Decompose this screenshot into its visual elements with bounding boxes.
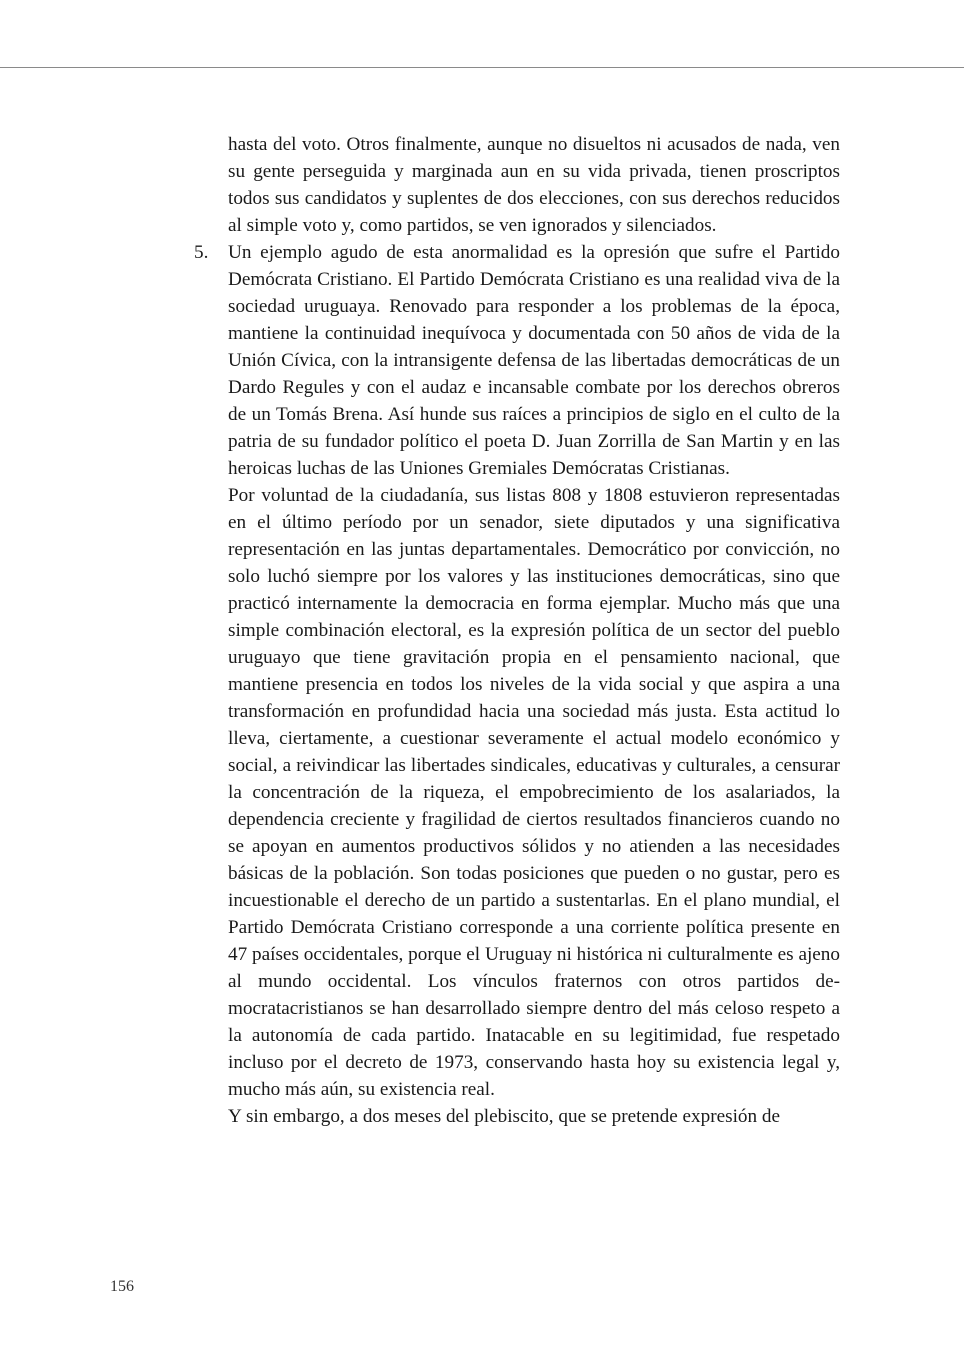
paragraph-text: hasta del voto. Otros finalmente, aunque no disueltos ni acusados de nada, ven su gente perseguida y marginada aun en su vida privada, tienen proscriptos todos sus candidatos y suplentes de dos elecciones, con sus derechos reducidos al simple voto y, como partidos, se ven ignorados y silenciados. (228, 134, 840, 236)
paragraph-number: 5. (194, 242, 209, 263)
paragraph (228, 131, 840, 239)
page-number: 156 (110, 1278, 134, 1295)
paragraph (228, 1103, 840, 1130)
paragraph-text: Por voluntad de la ciudadanía, sus listas 808 y 1808 estuvieron representadas en el último período por un senador, siete diputados y una significativa representación en las juntas departamentales. Democrático por convicción, no solo luchó siempre por los valores y las instituciones democráticas, sino que practicó internamente la democracia en forma ejemplar. Mucho más que una simple combinación electoral, es la expresión política de un sector del pueblo uruguayo que tiene gravitación propia en el pensamiento nacional, que mantiene presencia en todos los niveles de la vida social y que aspira a una transformación en profundidad hacia una sociedad más justa. Esta actitud lo lleva, ciertamente, a cuestionar severamente el actual modelo económico y social, a reivindicar las libertades sindicales, educativas y culturales, a censurar la concentración de la riqueza, el empobrecimiento de los asalariados, la dependencia creciente y fragilidad de ciertos resultados financieros cuando no se apoyan en aumentos productivos sólidos y no atienden a las necesidades básicas de la población. Son todas posiciones que pueden o no gustar, pero es incuestionable el derecho de un partido a sustentarlas. En el plano mundial, el Partido Demócrata Cristiano corresponde a una corriente política presente en 47 países occidentales, porque el Uruguay ni histórica ni culturalmente es ajeno al mundo occidental. Los vínculos fraternos con otros partidos democratacristianos se han desarrollado siempre dentro del más celoso respeto a la autonomía de cada partido. Inatacable en su legitimidad, fue respetado incluso por el decreto de 1973, conservando hasta hoy su existencia legal y, mucho más aún, su existencia real. (228, 485, 840, 1100)
header-rule (0, 67, 964, 68)
paragraph (228, 482, 840, 1103)
body-text (194, 131, 840, 1130)
paragraph-text: Y sin embargo, a dos meses del plebiscito, que se pretende expresión de (228, 1106, 781, 1127)
paragraph-text: Un ejemplo agudo de esta anormalidad es la opresión que sufre el Partido Demócrata Cristiano. El Partido Demócrata Cristiano es una realidad viva de la sociedad uruguaya. Renovado para responder a los problemas de la época, mantiene la continuidad inequívoca y documentada con 50 años de vida de la Unión Cívica, con la intransigente defensa de las libertadas democráticas de un Dardo Regules y con el audaz e incansable combate por los derechos obreros de un Tomás Brena. Así hunde sus raíces a principios de siglo en el culto de la patria de su fundador político el poeta D. Juan Zorrilla de San Martin y en las heroicas luchas de las Uniones Gremiales Demócratas Cristianas. (228, 242, 840, 479)
numbered-paragraph (194, 239, 840, 482)
